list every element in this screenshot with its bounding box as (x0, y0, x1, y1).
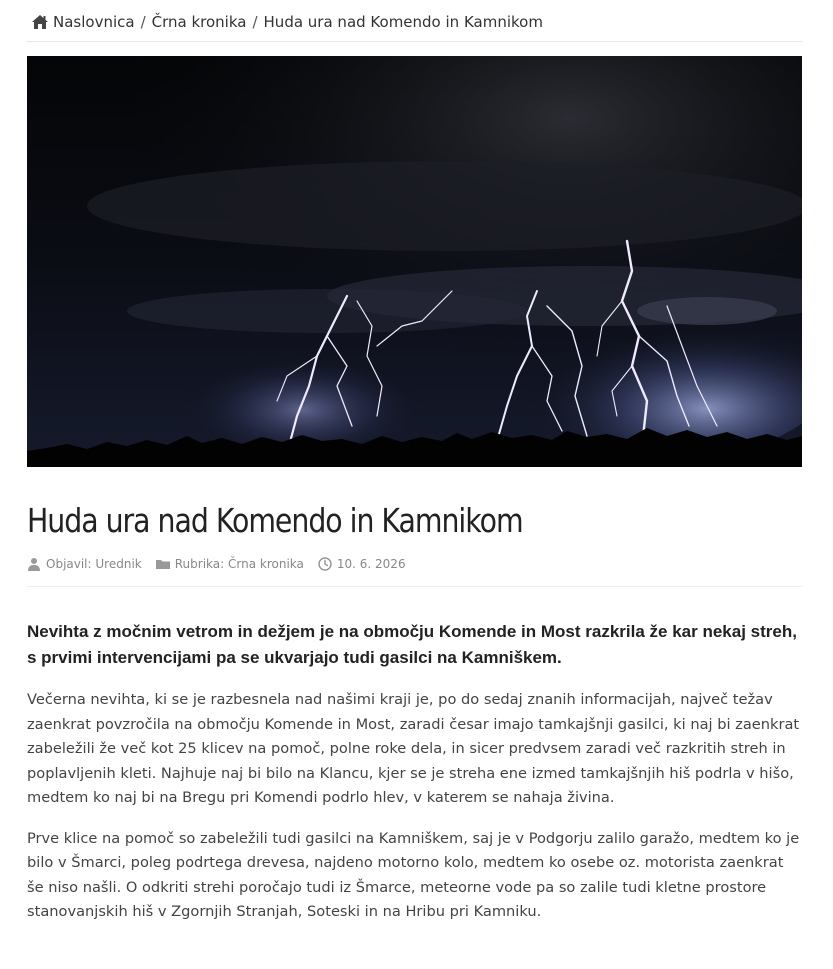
user-icon (27, 557, 41, 571)
hero-image (27, 56, 802, 467)
meta-author-link[interactable]: Urednik (95, 557, 142, 571)
home-icon[interactable] (31, 14, 49, 30)
breadcrumb-separator: / (140, 12, 146, 31)
article-title: Huda ura nad Komendo in Kamnikom (27, 501, 523, 540)
meta-author (27, 557, 142, 571)
lightning-storm-photo (27, 56, 802, 467)
meta-date-value: 10. 6. 2026 (336, 557, 406, 571)
breadcrumb-current: Huda ura nad Komendo in Kamnikom (263, 12, 543, 31)
folder-icon (156, 557, 170, 571)
article-lead: Nevihta z močnim vetrom in dežjem je na območju Komende in Most razkrila že kar nekaj streh, s prvimi intervencijami pa se ukvarjajo tudi gasilci na Kamniškem. (27, 622, 797, 667)
breadcrumb-home-link[interactable]: Naslovnica (53, 12, 135, 31)
meta-category (156, 557, 304, 571)
article-paragraph: Večerna nevihta, ki se je razbesnela nad našimi kraji je, po do sedaj znanih informacijah, največ težav zaenkrat povzročila na območju Komende in Most, zaradi česar imajo tamkajšnji gasilci, ki naj bi zaenkrat zabeležili že več kot 25 klicev na pomoč, polne roke dela, in sicer predvsem zaradi več razkritih streh in poplavljenih kleti. Najhuje naj bi bilo na Klancu, kjer se je streha ene izmed tamkajšnjih hiš podrla v hišo, medtem ko naj bi na Bregu pri Komendi podrlo hlev, v katerem se nahaja živina. (27, 691, 800, 806)
article-paragraph: Prve klice na pomoč so zabeležili tudi gasilci na Kamniškem, saj je v Podgorju zalilo garažo, medtem ko je bilo v Šmarci, poleg podrtega drevesa, najdeno motorno kolo, medtem ko osebe oz. motorista zaenkrat še niso našli. O odkriti strehi poročajo tudi iz Šmarce, meteorne vode pa so zalile tudi kletne prostore stanovanjskih hiš v Zgornjih Stranjah, Soteski in na Hribu pri Kamniku. (27, 829, 800, 920)
breadcrumb (27, 0, 802, 42)
meta-date (318, 557, 406, 571)
breadcrumb-category-link[interactable]: Črna kronika (151, 12, 247, 31)
article-meta (27, 557, 802, 587)
meta-category-prefix: Rubrika: (174, 557, 225, 571)
breadcrumb-separator: / (252, 12, 258, 31)
clock-icon (318, 557, 332, 571)
article-page (27, 0, 802, 939)
meta-category-link[interactable]: Črna kronika (228, 557, 304, 571)
meta-author-prefix: Objavil: (46, 557, 92, 571)
